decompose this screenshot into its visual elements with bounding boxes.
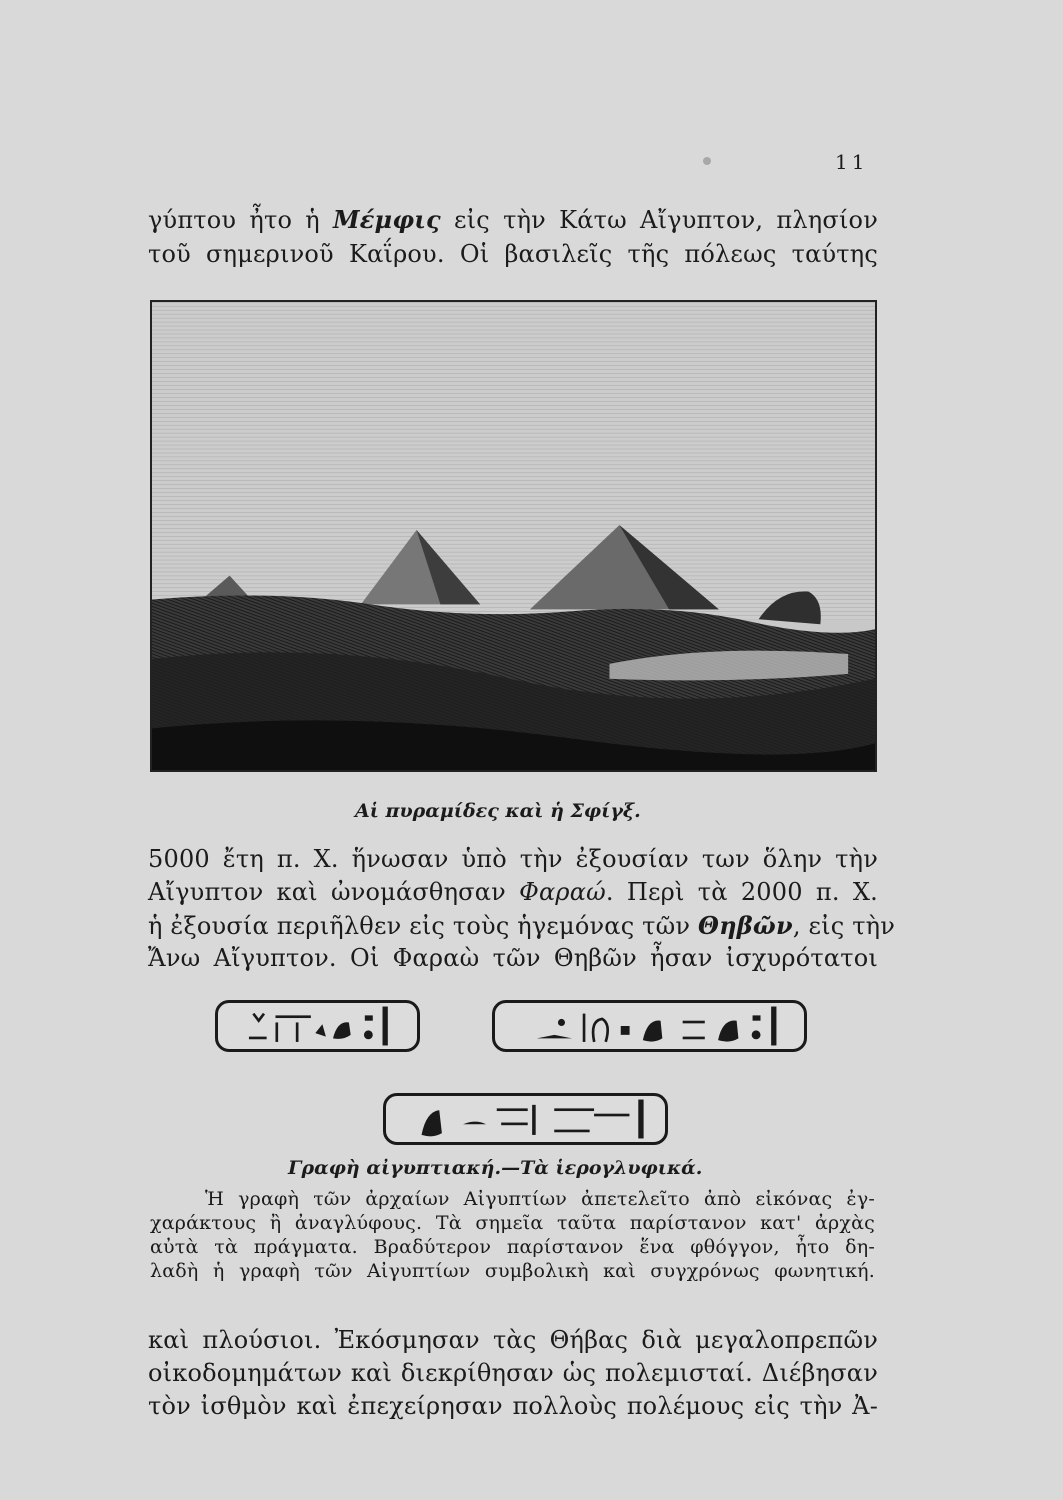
figure-caption: Αἱ πυραμίδες καὶ ἡ Σφίγξ. (355, 800, 641, 822)
text-line: τὸν ἰσθμὸν καὶ ἐπεχείρησαν πολλοὺς πολέμους εἰς τὴν Ἀ- (148, 1392, 878, 1420)
hieroglyph-caption: Γραφὴ αἰγυπτιακή.—Τὰ ἱερογλυφικά. (288, 1157, 703, 1179)
text-line: ἡ ἐξουσία περιῆλθεν εἰς τοὺς ἡγεμόνας τῶν Θηβῶν, εἰς τὴν (148, 911, 896, 940)
note-line: λαδὴ ἡ γραφὴ τῶν Αἰγυπτίων συμβολικὴ καὶ συγχρόνως φωνητική. (150, 1260, 875, 1282)
text-line: γύπτου ἦτο ἡ Μέμφις εἰς τὴν Κάτω Αἴγυπτον, πλησίον (148, 205, 878, 234)
note-line: αὐτὰ τὰ πράγματα. Βραδύτερον παρίστανον ἕνα φθόγγον, ἦτο δη- (150, 1236, 875, 1258)
text-line: καὶ πλούσιοι. Ἐκόσμησαν τὰς Θήβας διὰ μεγαλοπρεπῶν (148, 1326, 878, 1354)
pyramids-engraving (150, 300, 877, 772)
hieroglyph-cartouche (383, 1093, 668, 1145)
text-line: οἰκοδομημάτων καὶ διεκρίθησαν ὡς πολεμισταί. Διέβησαν (148, 1359, 878, 1387)
print-speck (703, 157, 711, 165)
hieroglyph-cartouche (492, 1000, 807, 1052)
text-line: τοῦ σημερινοῦ Καΐρου. Οἱ βασιλεῖς τῆς πόλεως ταύτης (148, 240, 878, 268)
note-line: χαράκτους ἢ ἀναγλύφους. Τὰ σημεῖα ταῦτα παρίστανον κατ' ἀρχὰς (150, 1212, 875, 1234)
page-number: 11 (835, 150, 869, 174)
text-line: Αἴγυπτον καὶ ὠνομάσθησαν Φαραώ. Περὶ τὰ 2000 π. Χ. (148, 878, 878, 906)
note-line: Ἡ γραφὴ τῶν ἀρχαίων Αἰγυπτίων ἀπετελεῖτο ἀπὸ εἰκόνας ἐγ- (205, 1188, 875, 1210)
hieroglyph-cartouche (215, 1000, 420, 1052)
text-line: 5000 ἔτη π. Χ. ἥνωσαν ὑπὸ τὴν ἐξουσίαν των ὅλην τὴν (148, 845, 878, 873)
text-line: Ἄνω Αἴγυπτον. Οἱ Φαραὼ τῶν Θηβῶν ἦσαν ἰσχυρότατοι (148, 944, 878, 972)
